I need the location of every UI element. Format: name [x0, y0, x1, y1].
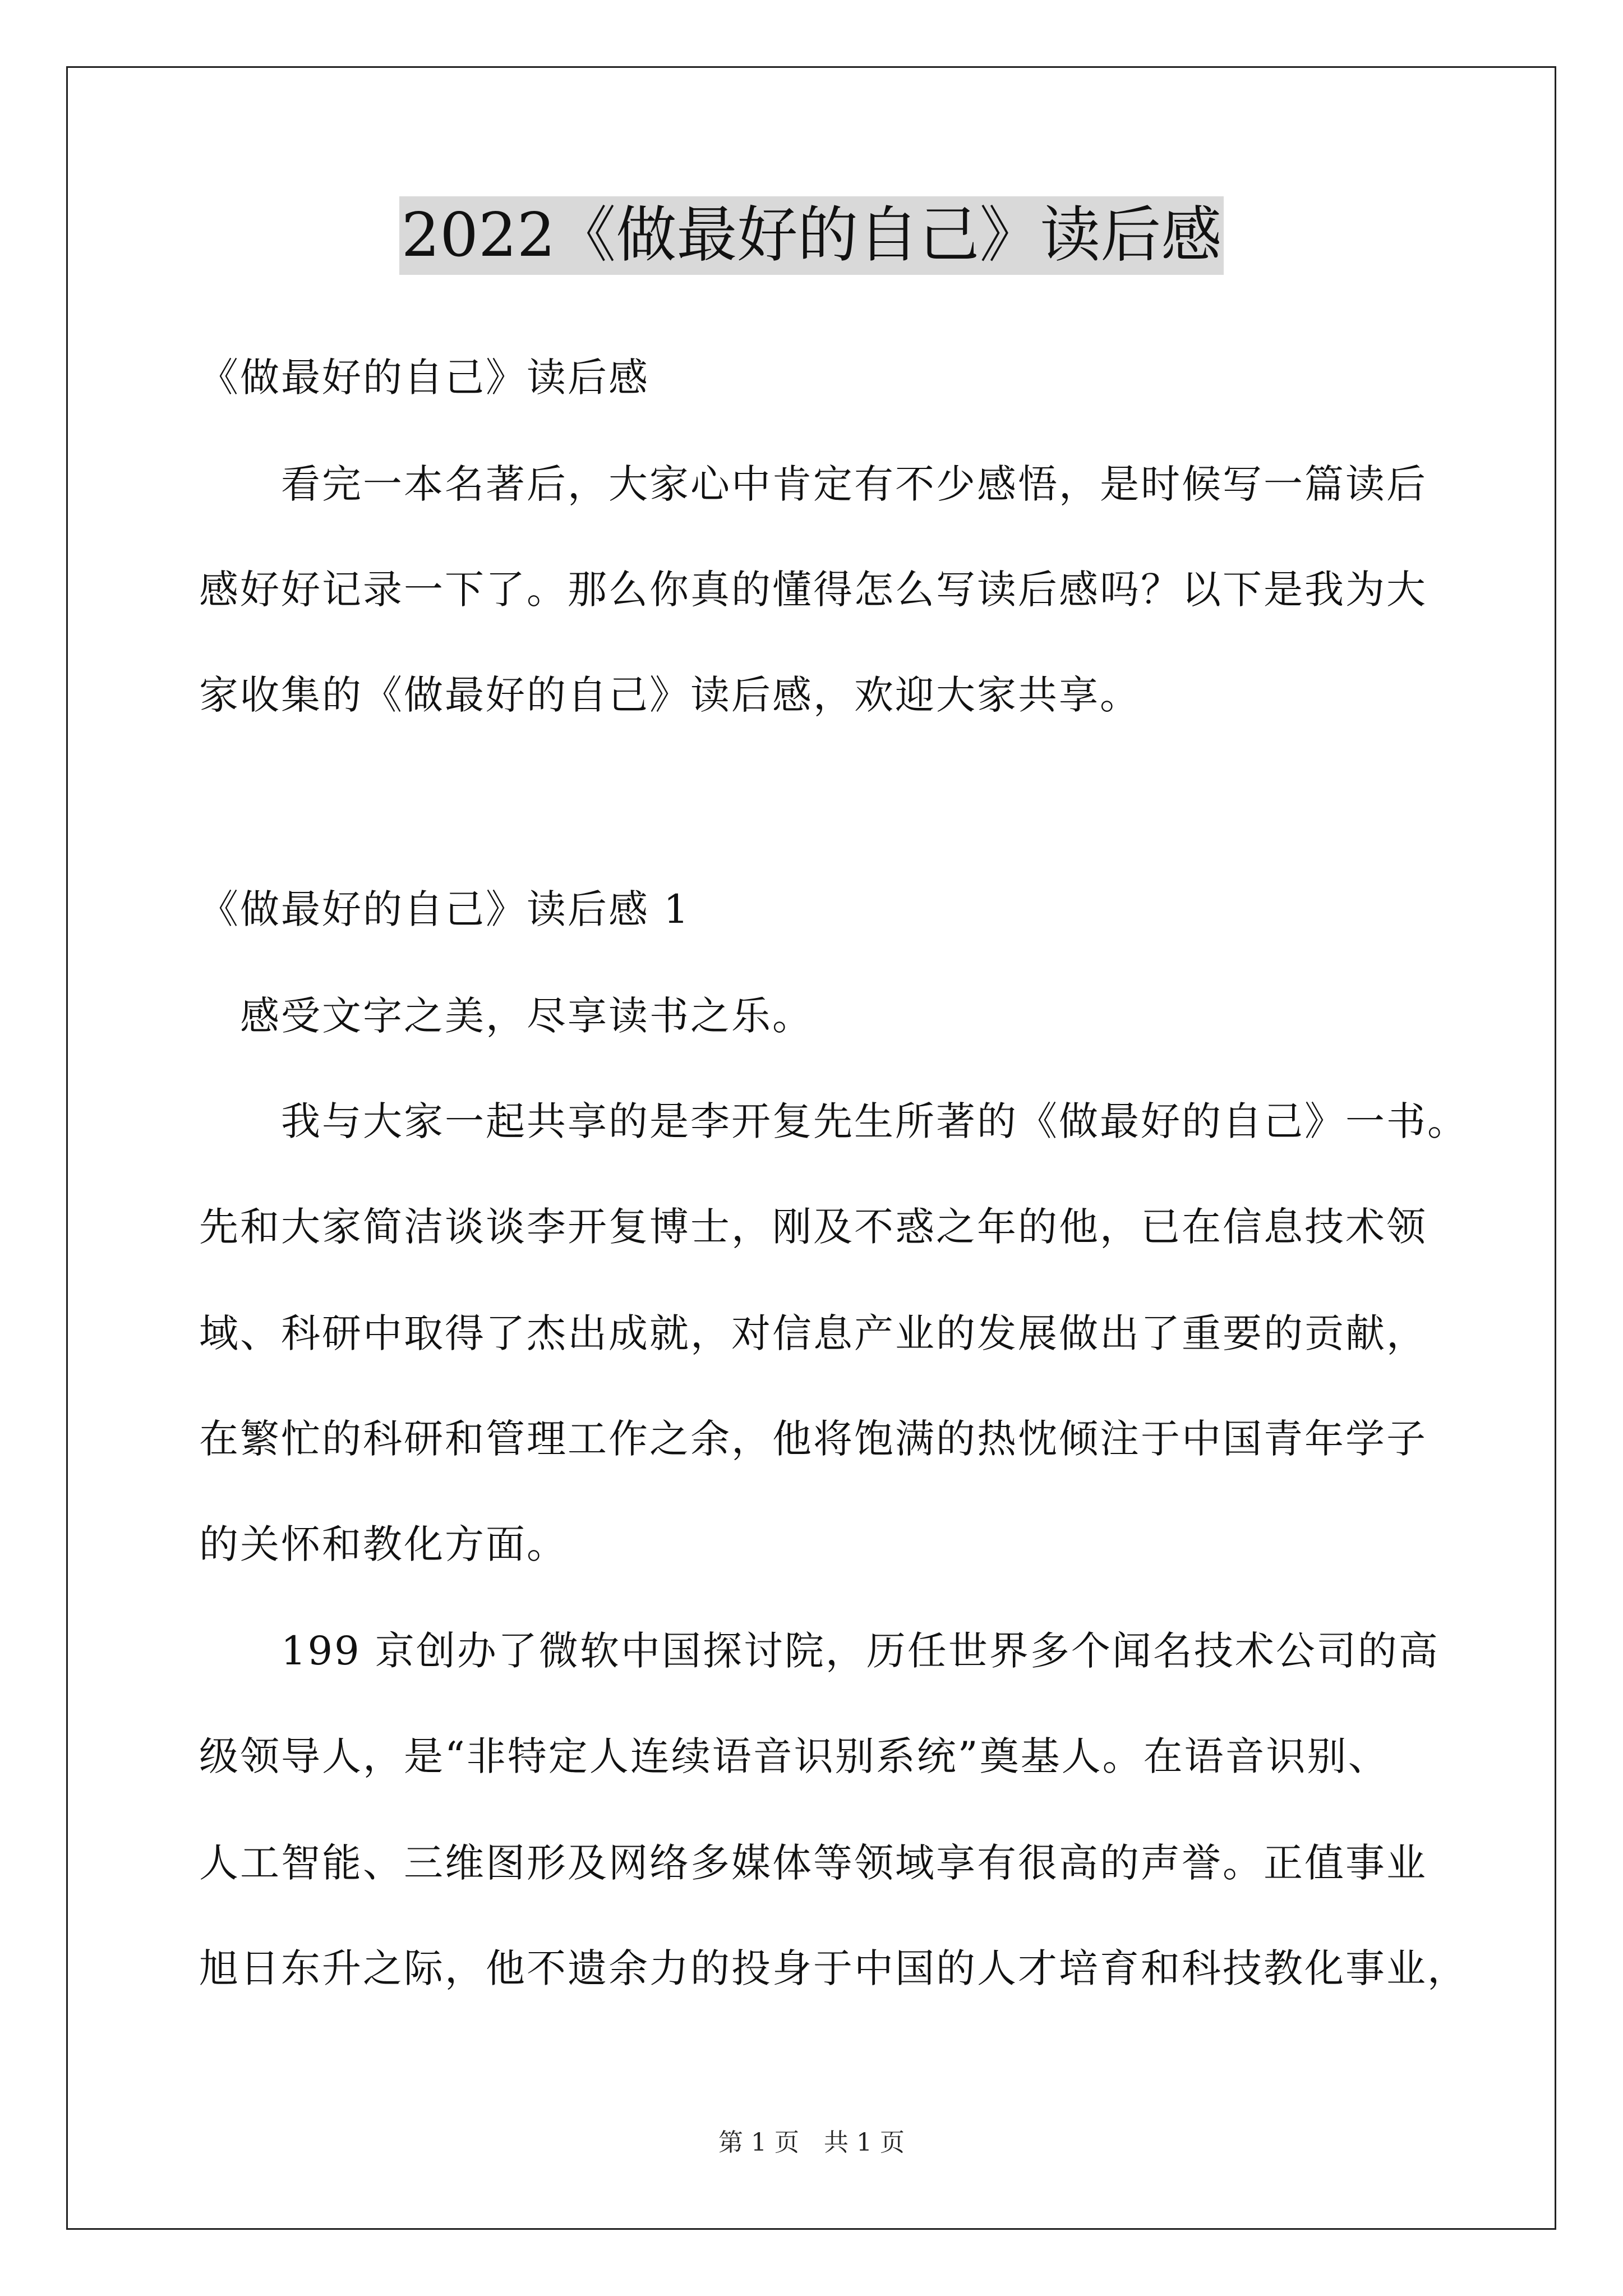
- paragraph-line: 域、科研中取得了杰出成就，对信息产业的发展做出了重要的贡献，: [199, 1310, 1427, 1356]
- paragraph-line: 先和大家简洁谈谈李开复博士，刚及不惑之年的他，已在信息技术领: [199, 1204, 1427, 1250]
- title-wrap: [0, 196, 1623, 275]
- page-footer: 第 1 页 共 1 页: [718, 2128, 905, 2157]
- paragraph-line: 感受文字之美，尽享读书之乐。: [199, 993, 813, 1039]
- paragraph-line: 旭日东升之际，他不遗余力的投身于中国的人才培育和科技教化事业，: [199, 1945, 1468, 1991]
- paragraph-line: 在繁忙的科研和管理工作之余，他将饱满的热忱倾注于中国青年学子: [199, 1416, 1427, 1462]
- section-heading: 《做最好的自己》读后感 1: [199, 886, 690, 932]
- paragraph-line: 家收集的《做最好的自己》读后感，欢迎大家共享。: [199, 672, 1141, 718]
- document-title: 2022《做最好的自己》读后感: [399, 196, 1224, 275]
- paragraph-line: 感好好记录一下了。那么你真的懂得怎么写读后感吗？以下是我为大: [199, 567, 1427, 613]
- paragraph-line: 级领导人，是“非特定人连续语音识别系统”奠基人。在语音识别、: [199, 1733, 1389, 1779]
- paragraph-line: 我与大家一起共享的是李开复先生所著的《做最好的自己》一书。: [199, 1098, 1468, 1144]
- paragraph-line: 人工智能、三维图形及网络多媒体等领域享有很高的声誉。正值事业: [199, 1840, 1427, 1886]
- paragraph-line: 199 京创办了微软中国探讨院，历任世界多个闻名技术公司的高: [199, 1628, 1440, 1674]
- paragraph-line: 看完一本名著后，大家心中肯定有不少感悟，是时候写一篇读后: [199, 461, 1427, 507]
- subtitle-line: 《做最好的自己》读后感: [199, 355, 649, 401]
- paragraph-line: 的关怀和教化方面。: [199, 1521, 568, 1567]
